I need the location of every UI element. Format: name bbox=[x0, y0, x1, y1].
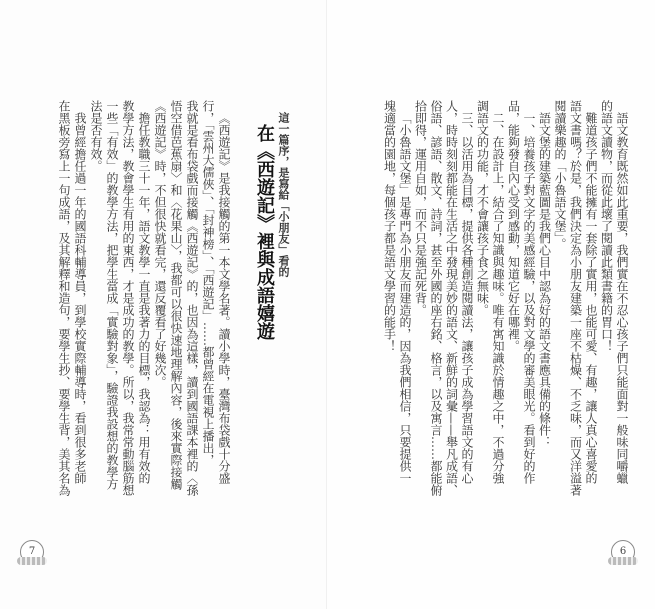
text-column: 《西遊記》是我接觸的第一本文學名著。讀小學時，臺灣布袋戲十分盛 bbox=[217, 112, 231, 484]
text-column: 擔任教職三十一年，語文教學一直是我著力的目標，我認為：用有效的 bbox=[137, 112, 151, 484]
text-column: 《西遊記》時，不但很快就看完，還反覆看了好幾次。 bbox=[153, 100, 167, 388]
text-column: 我就是看布袋戲而接觸《西遊記》的，也因為這樣，讀到國語課本裡的〈孫 bbox=[185, 100, 199, 496]
page-number-left: 7 bbox=[20, 540, 44, 564]
text-column: 行，「雲州大儒俠」、「封神榜」、「西遊記」……都曾經在電視上播出， bbox=[201, 100, 215, 466]
text-column: 教學方法，教會學生有用的東西，才是成功的教學。所以，我常常動腦筋想 bbox=[121, 100, 135, 496]
preface-heading bbox=[253, 112, 291, 340]
preface-subtitle: 這一篇序，是寫給「小朋友」看的 bbox=[277, 112, 290, 277]
text-column: 語文堡的建築藍圖是我們心目中認為好的語文書應具備的條件： bbox=[537, 112, 552, 448]
page-number-right: 6 bbox=[611, 540, 635, 564]
text-column: 一、培養孩子對文字的美感經驗，以及對文學的審美眼光。看到好的作 bbox=[522, 112, 536, 484]
text-column: 難道孩子們不能擁有一套除了實用，也能可愛、有趣，讓人真心喜愛的 bbox=[584, 112, 598, 484]
text-column: 一些「有效」的教學方法，把學生當成「實驗對象」，驗證我設想的教學方 bbox=[105, 100, 119, 490]
text-column: 的語文讀物，而從此壞了閱讀此類書籍的胃口！ bbox=[599, 100, 614, 352]
text-column: 閱讀樂趣的「小魯語文堡」。 bbox=[553, 100, 567, 250]
text-column: 人，時時刻刻都能在生活之中發現美妙的語文、新鮮的詞彙——舉凡成語、 bbox=[444, 100, 459, 496]
text-column: 二、在設計上，結合了知識與趣味。唯有寓知識於情趣之中，不過分強 bbox=[491, 112, 505, 484]
preface-title: 在《西遊記》裡與成語嬉遊 bbox=[254, 124, 275, 340]
text-column: 我曾經擔任過一年的國語科輔導員，到學校實際輔導時，看到很多老師 bbox=[73, 112, 87, 484]
text-column: 調語文的功能，才不會讓孩子食之無味。 bbox=[475, 100, 490, 316]
text-column: 法是否有效。 bbox=[89, 100, 103, 172]
text-column: 語文教育既然如此重要，我們實在不忍心孩子們只能面對一般味同嚼蠟 bbox=[615, 112, 629, 484]
text-column: 語文書嗎？於是，我們決定為小朋友建築一座不枯燥、不乏味，而又洋溢著 bbox=[568, 100, 583, 496]
text-column: 三、以活用為目標，提供各種創造閱讀法，讓孩子成為學習語文的有心 bbox=[460, 112, 474, 484]
text-column: 俗語、諺語、散文、詩詞，甚至外國的座右銘、格言，以及寓言……都能俯 bbox=[429, 100, 443, 496]
text-column: 悟空借芭蕉扇〉和〈花果山〉，我都可以很快速地理解內容，後來實際接觸 bbox=[169, 100, 183, 490]
right-page bbox=[327, 0, 655, 609]
left-page bbox=[0, 0, 327, 609]
text-column: 在黑板旁寫上一句成語，及其解釋和造句，要學生抄、要學生背，美其名為 bbox=[57, 100, 71, 496]
text-column: 品，能夠發自內心受到感動，知道它好在哪裡。 bbox=[506, 100, 521, 352]
text-column: 塊適當的園地，每個孩子都是語文學習的能手！ bbox=[382, 100, 397, 352]
text-column: 拾即得，運用自如，而不只是強記死背。 bbox=[413, 100, 428, 316]
right-page-body bbox=[381, 100, 629, 520]
left-page-body bbox=[56, 100, 232, 520]
text-column: 「小魯語文堡」是專門為小朋友而建造的，因為我們相信，只要提供一 bbox=[398, 112, 412, 484]
